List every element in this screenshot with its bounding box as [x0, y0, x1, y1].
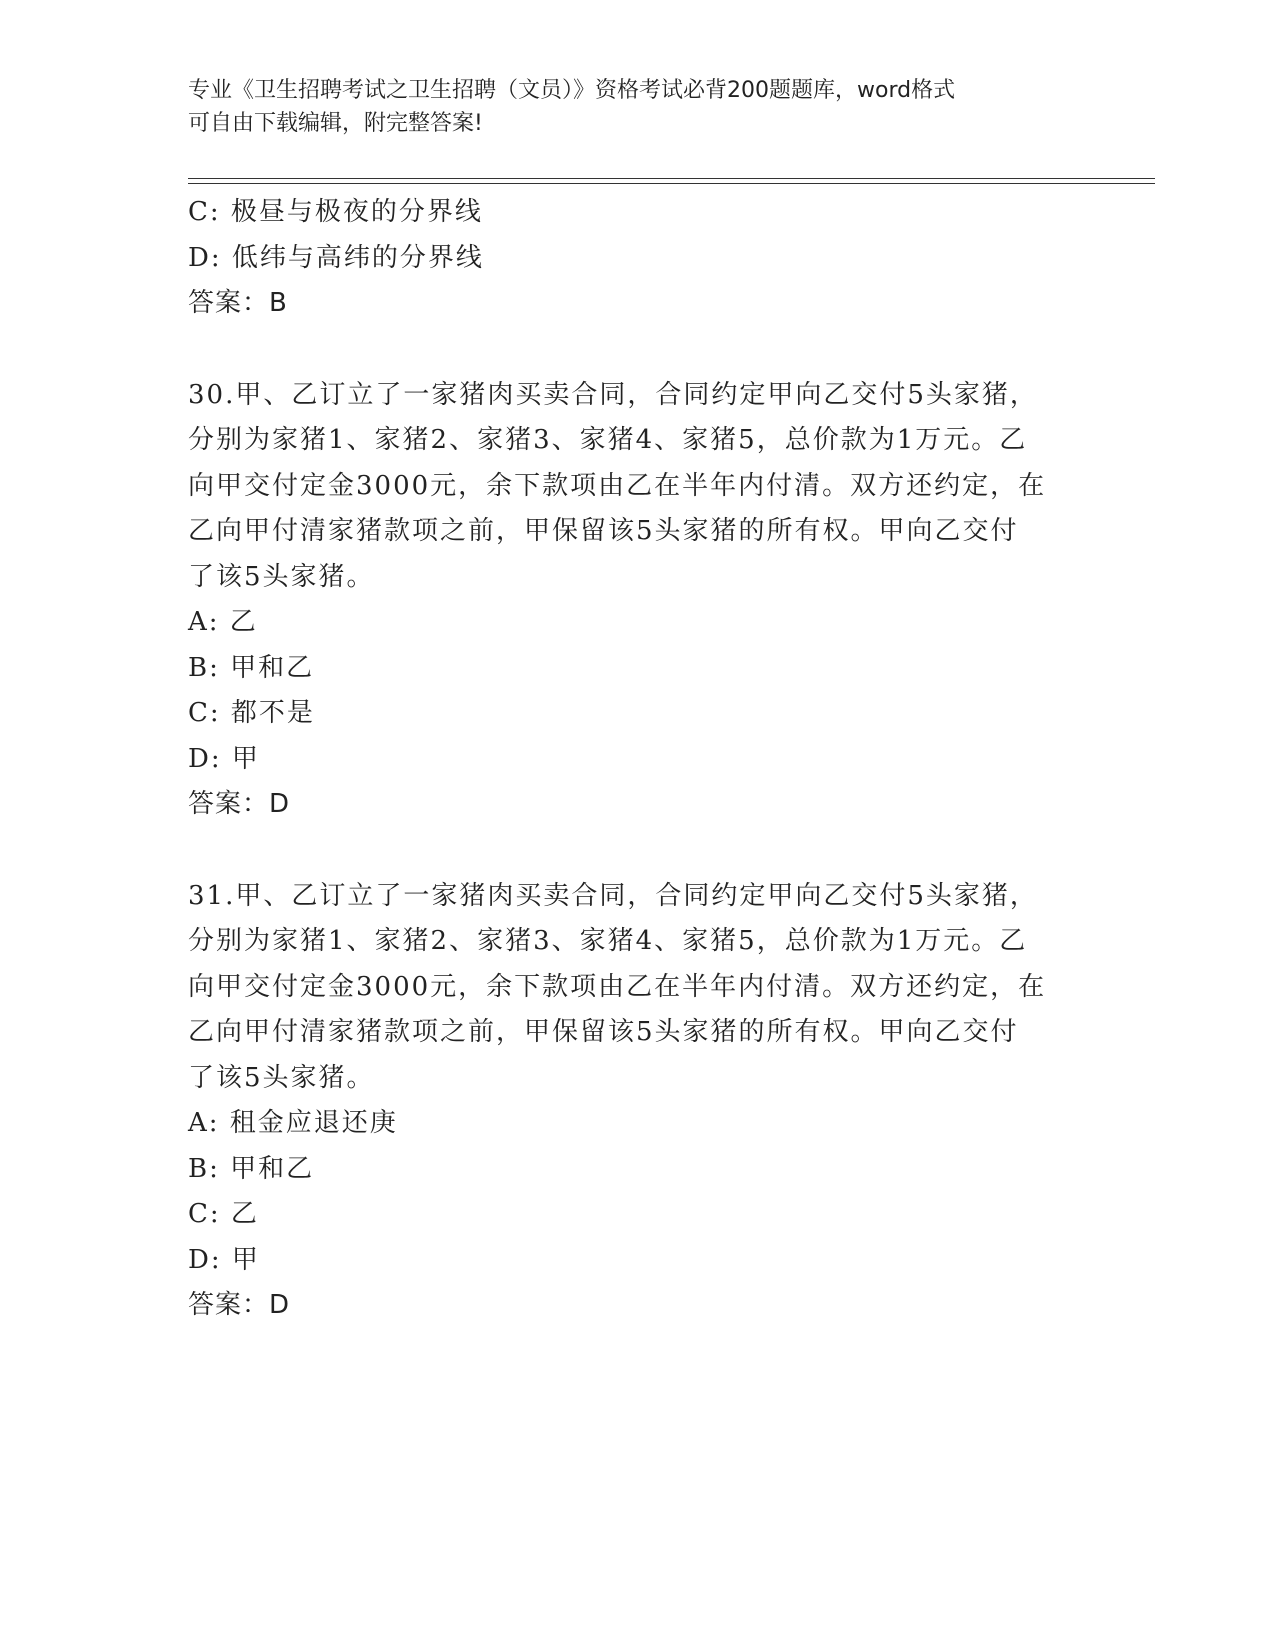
- answer-line: 答案：D: [188, 789, 291, 819]
- header-rule-bottom: [188, 183, 1155, 184]
- question-text-line: 乙向甲付清家猪款项之前，甲保留该5头家猪的所有权。甲向乙交付: [188, 516, 1019, 546]
- question-text-line: 了该5头家猪。: [188, 1062, 375, 1093]
- option-d: D: 低纬与高纬的分界线: [188, 242, 484, 273]
- spacer: [188, 327, 1088, 373]
- question-text-line: 向甲交付定金3000元，余下款项由乙在半年内付清。双方还约定，在: [188, 971, 1047, 1002]
- question-text-line: 30.甲、乙订立了一家猪肉买卖合同，合同约定甲向乙交付5头家猪，: [188, 379, 1038, 410]
- document-header: [188, 74, 1088, 140]
- header-title-line-1: 专业《卫生招聘考试之卫生招聘（文员）》资格考试必背200题题库，word格式: [188, 78, 956, 103]
- option-b: B: 甲和乙: [188, 1153, 315, 1184]
- question-text-line: 分别为家猪1、家猪2、家猪3、家猪4、家猪5，总价款为1万元。乙: [188, 425, 1028, 455]
- header-title-line-2: 可自由下载编辑，附完整答案!: [188, 111, 483, 136]
- option-a: A: 租金应退还庚: [188, 1108, 398, 1138]
- question-text-line: 分别为家猪1、家猪2、家猪3、家猪4、家猪5，总价款为1万元。乙: [188, 926, 1028, 956]
- option-c: C: 都不是: [188, 698, 315, 728]
- question-31: [188, 874, 1088, 1329]
- option-d: D: 甲: [188, 1244, 260, 1275]
- question-text-line: 了该5头家猪。: [188, 561, 375, 592]
- option-d: D: 甲: [188, 743, 260, 774]
- answer-line: 答案：D: [188, 1290, 291, 1320]
- question-text-line: 向甲交付定金3000元，余下款项由乙在半年内付清。双方还约定，在: [188, 470, 1047, 501]
- previous-question-tail: [188, 190, 1088, 327]
- header-rule-top: [188, 178, 1155, 179]
- option-a: A: 乙: [188, 607, 258, 637]
- spacer: [188, 828, 1088, 874]
- question-30: [188, 373, 1088, 828]
- question-text-line: 31.甲、乙订立了一家猪肉买卖合同，合同约定甲向乙交付5头家猪，: [188, 880, 1038, 911]
- answer-line: 答案：B: [188, 288, 288, 318]
- option-b: B: 甲和乙: [188, 652, 315, 683]
- document-body: [188, 190, 1088, 1329]
- question-text-line: 乙向甲付清家猪款项之前，甲保留该5头家猪的所有权。甲向乙交付: [188, 1017, 1019, 1047]
- option-c: C: 极昼与极夜的分界线: [188, 197, 483, 227]
- option-c: C: 乙: [188, 1199, 259, 1229]
